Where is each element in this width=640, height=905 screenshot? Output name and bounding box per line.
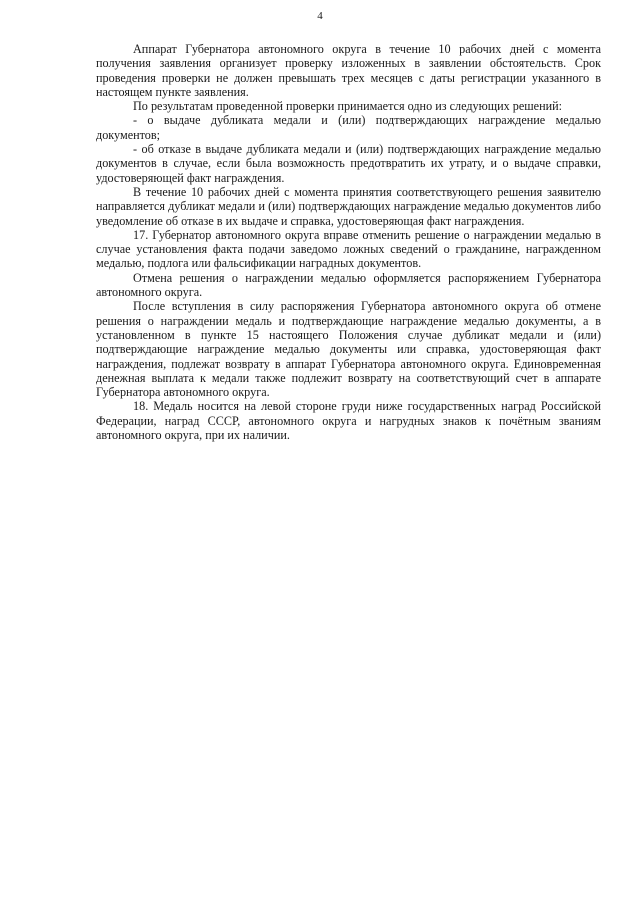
paragraph-verification: Аппарат Губернатора автономного округа в течение 10 рабочих дней с момента получения заявления организует проверку изложенных в заявлении обстоятельств. Срок проведения проверки не должен превышать трех месяцев с даты регистрации указанного в настоящем пункте заявления.	[96, 42, 601, 99]
paragraph-return-of-medal: После вступления в силу распоряжения Губернатора автономного округа об отмене решения о награждении медаль и подтверждающие награждение медалью документы, а в установленном в пункте 15 настоящего Положения случае дубликат медали и (или) подтверждающие награждение медалью документы или справка, удостоверяющая факт награждения, подлежат возврату в аппарат Губернатора автономного округа. Единовременная денежная выплата к медали также подлежит возврату на соответствующий счет в аппарате Губернатора автономного округа.	[96, 299, 601, 400]
paragraph-decision-issue-duplicate: - о выдаче дубликата медали и (или) подтверждающих награждение медалью документов;	[96, 113, 601, 142]
paragraph-decision-refusal: - об отказе в выдаче дубликата медали и (или) подтверждающих награждение медалью документов в случае, если была возможность предотвратить их утрату, и о выдаче справки, удостоверяющей факт награждения.	[96, 142, 601, 185]
paragraph-item-18: 18. Медаль носится на левой стороне груди ниже государственных наград Российской Федерации, наград СССР, автономного округа и нагрудных знаков к почётным званиям автономного округа, при их наличии.	[96, 399, 601, 443]
paragraph-item-17: 17. Губернатор автономного округа вправе отменить решение о награждении медалью в случае установления факта подачи заведомо ложных сведений о гражданине, награжденном медалью, подлога или фальсификации наградных документов.	[96, 227, 601, 271]
paragraph-notification: В течение 10 рабочих дней с момента принятия соответствующего решения заявителю направляется дубликат медали и (или) подтверждающих награждение медалью документов либо уведомление об отказе в их выдаче и справка, удостоверяющая факт награждения.	[96, 184, 601, 228]
paragraph-revocation-order: Отмена решения о награждении медалью оформляется распоряжением Губернатора автономного округа.	[96, 270, 601, 300]
paragraph-decision-intro: По результатам проведенной проверки принимается одно из следующих решений:	[133, 99, 563, 114]
document-body	[96, 42, 601, 442]
page-number: 4	[317, 10, 323, 22]
